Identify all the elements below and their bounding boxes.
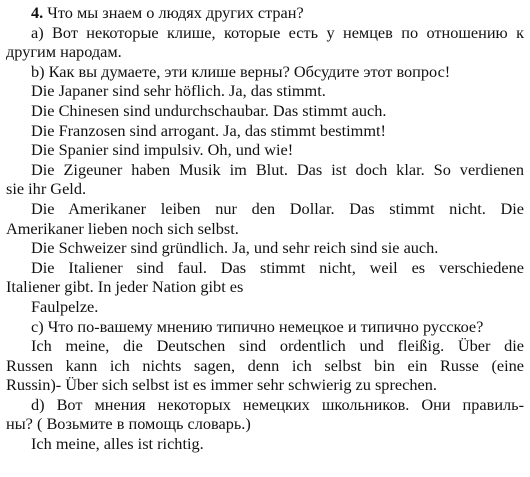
text-line: другим народам. xyxy=(6,42,122,62)
exercise-heading xyxy=(6,3,524,23)
exercise-number: 4. xyxy=(31,3,44,22)
text-line: Die Amerikaner leiben nur den Dollar. Das stimmt nicht. Die xyxy=(31,198,524,218)
text-line: c) Что по-вашему мнению типично немецкое и типично русское? xyxy=(31,316,484,336)
text-line: b) Как вы думаете, эти клише верны? Обсудите этот вопрос! xyxy=(31,61,451,81)
text-line: Ich meine, die Deutschen sind ordentlich und fleißig. Über die xyxy=(31,336,524,356)
text-line: Die Zigeuner haben Musik im Blut. Das ist doch klar. So verdienen xyxy=(31,159,524,179)
text-line: Amerikaner lieben noch sich selbst. xyxy=(6,218,239,238)
text-line: Russen kann ich nichts sagen, denn ich selbst bin ein Russe (eine xyxy=(6,355,524,375)
text-line: Russin)- Über sich selbst ist es immer sehr schwierig zu sprechen. xyxy=(6,375,437,395)
text-line: Die Chinesen sind undurchschaubar. Das stimmt auch. xyxy=(31,100,387,120)
text-line: а) Вот некоторые клише, которые есть у немцев по отношению к xyxy=(31,22,524,42)
text-line: Die Schweizer sind gründlich. Ja, und sehr reich sind sie auch. xyxy=(31,238,439,258)
text-line: ны? ( Возьмите в помощь словарь.) xyxy=(6,414,251,434)
text-line: Die Franzosen sind arrogant. Ja, das stimmt bestimmt! xyxy=(31,120,386,140)
text-line: Die Italiener sind faul. Das stimmt nicht, weil es verschiedene xyxy=(31,257,524,277)
text-line: Faulpelze. xyxy=(31,296,99,316)
text-line: Italiener gibt. In jeder Nation gibt es xyxy=(6,277,244,297)
text-line: sie ihr Geld. xyxy=(6,179,87,199)
text-line: Die Japaner sind sehr höflich. Ja, das stimmt. xyxy=(31,81,326,101)
text-line: Ich meine, alles ist richtig. xyxy=(31,434,204,454)
exercise-page xyxy=(6,3,524,454)
text-line: d) Вот мнения некоторых немецких школьников. Они правиль- xyxy=(31,394,524,414)
text-line: Die Spanier sind impulsiv. Oh, und wie! xyxy=(31,140,294,160)
exercise-title: Что мы знаем о людях других стран? xyxy=(47,3,304,22)
exercise-body xyxy=(6,23,524,454)
